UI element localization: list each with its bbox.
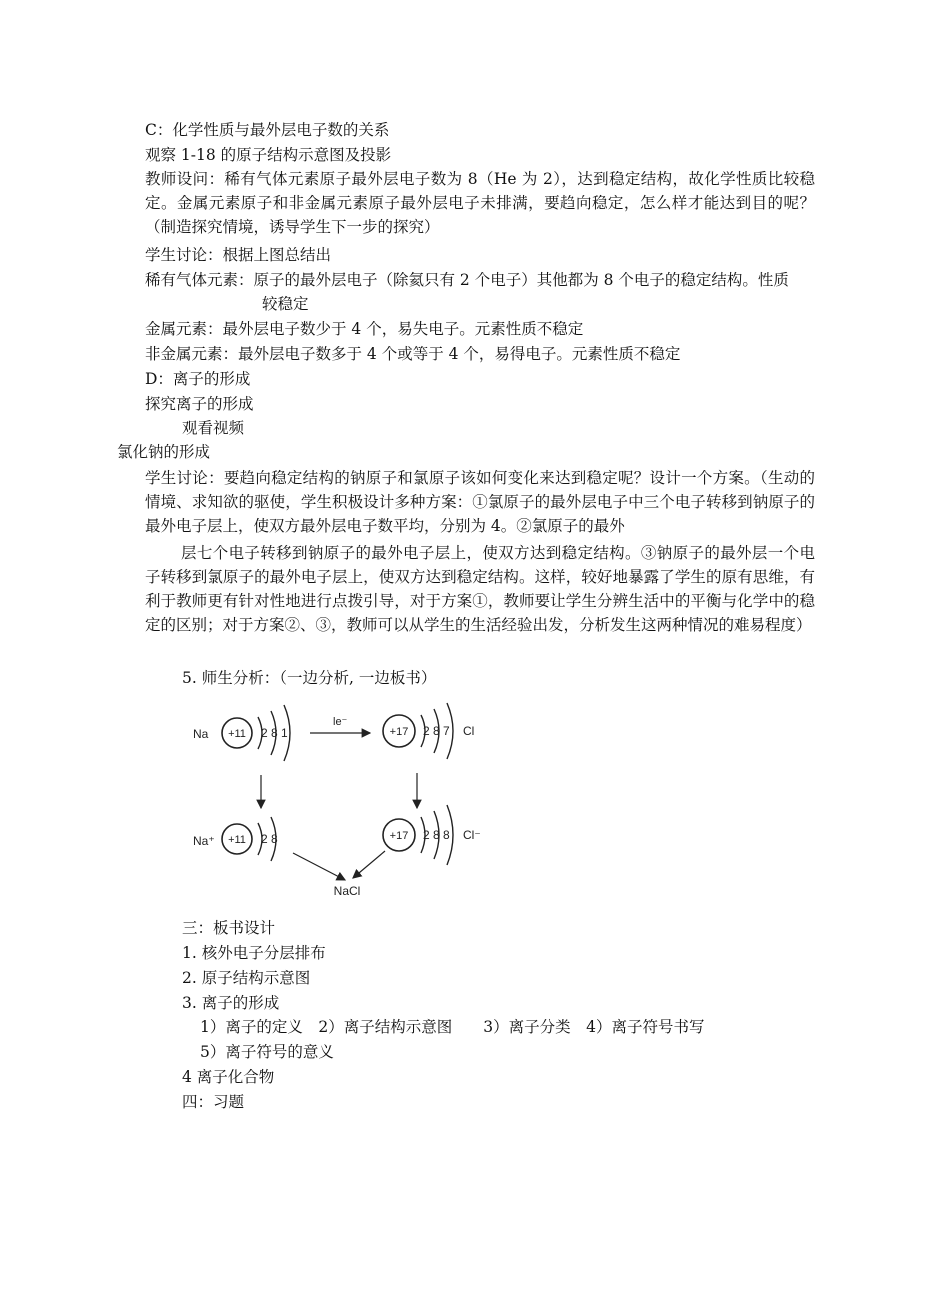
paragraph-teacher-question: 教师设问：稀有气体元素原子最外层电子数为 8（He 为 2），达到稳定结构，故化学性质比较稳定。金属元素原子和非金属元素原子最外层电子未排满，要趋向稳定，怎么样才能达到目的呢？（制造探究情境，诱导学生下一步的探究） <box>145 170 815 236</box>
cl-ion-shells: 2 8 8 <box>423 828 450 842</box>
cl-shells: 2 8 7 <box>423 724 450 738</box>
text-analysis: 5. 师生分析：（一边分析, 一边板书） <box>182 669 437 687</box>
board-item-4: 4 离子化合物 <box>182 1068 275 1086</box>
text-nacl-formation: 氯化钠的形成 <box>117 443 211 461</box>
text-explore: 探究离子的形成 <box>145 395 254 413</box>
nacl-product: NaCl <box>333 884 361 898</box>
heading-exercises: 四：习题 <box>182 1093 245 1111</box>
na-ion-label: Na⁺ <box>193 834 215 848</box>
paragraph-plans-cont: 层七个电子转移到钠原子的最外电子层上，使双方达到稳定结构。③钠原子的最外层一个电子转移到氯原子的最外电子层上，使双方达到稳定结构。这样，较好地暴露了学生的原有思维，有利于教师更有针对性地进行点拨引导，对于方案①，教师要让学生分辨生活中的平衡与化学中的稳定的区别；对于方案②、③，教师可以从学生的生活经验出发，分析发生这两种情况的难易程度） <box>145 544 815 634</box>
nacl-ion-diagram <box>185 695 495 900</box>
heading-board-design: 三：板书设计 <box>182 919 276 937</box>
text-noble-gas-cont: 较稳定 <box>262 295 309 313</box>
na-label: Na <box>193 727 209 741</box>
na-ion-nucleus: +11 <box>228 834 246 846</box>
board-subitem-5: 5）离子符号的意义 <box>200 1043 334 1061</box>
board-item-1: 1. 核外电子分层排布 <box>182 944 326 962</box>
text-noble-gas: 稀有气体元素：原子的最外层电子（除氦只有 2 个电子）其他都为 8 个电子的稳定结构。性质 <box>145 271 789 289</box>
na-ion-to-nacl-arrow <box>293 853 345 880</box>
board-item-2: 2. 原子结构示意图 <box>182 969 311 987</box>
cl-label: Cl <box>463 724 475 738</box>
na-shells: 2 8 1 <box>261 726 288 740</box>
paragraph-student-plans: 学生讨论：要趋向稳定结构的钠原子和氯原子该如何变化来达到稳定呢？设计一个方案。（生动的情境、求知欲的驱使，学生积极设计多种方案：①氯原子的最外层电子中三个电子转移到钠原子的最外电子层上，使双方最外层电子数平均，分别为 4。②氯原子的最外 <box>145 469 815 535</box>
text-watch-video: 观看视频 <box>182 419 245 437</box>
text-observe: 观察 1-18 的原子结构示意图及投影 <box>145 146 392 164</box>
cl-nucleus: +17 <box>389 726 409 738</box>
cl-ion-label: Cl⁻ <box>463 828 481 842</box>
board-subitems: 1）离子的定义 2）离子结构示意图 3）离子分类 4）离子符号书写 <box>200 1018 705 1036</box>
transfer-label: le⁻ <box>333 716 348 728</box>
text-student-discussion: 学生讨论：根据上图总结出 <box>145 246 332 264</box>
board-item-3: 3. 离子的形成 <box>182 994 280 1012</box>
heading-c: C：化学性质与最外层电子数的关系 <box>145 121 390 139</box>
na-nucleus: +11 <box>228 728 246 740</box>
cl-ion-to-nacl-arrow <box>353 851 385 878</box>
heading-d: D：离子的形成 <box>145 370 251 388</box>
cl-ion-nucleus: +17 <box>389 830 409 842</box>
text-nonmetal: 非金属元素：最外层电子数多于 4 个或等于 4 个，易得电子。元素性质不稳定 <box>145 345 681 363</box>
text-metal: 金属元素：最外层电子数少于 4 个，易失电子。元素性质不稳定 <box>145 320 584 338</box>
na-ion-shells: 2 8 <box>261 832 278 846</box>
